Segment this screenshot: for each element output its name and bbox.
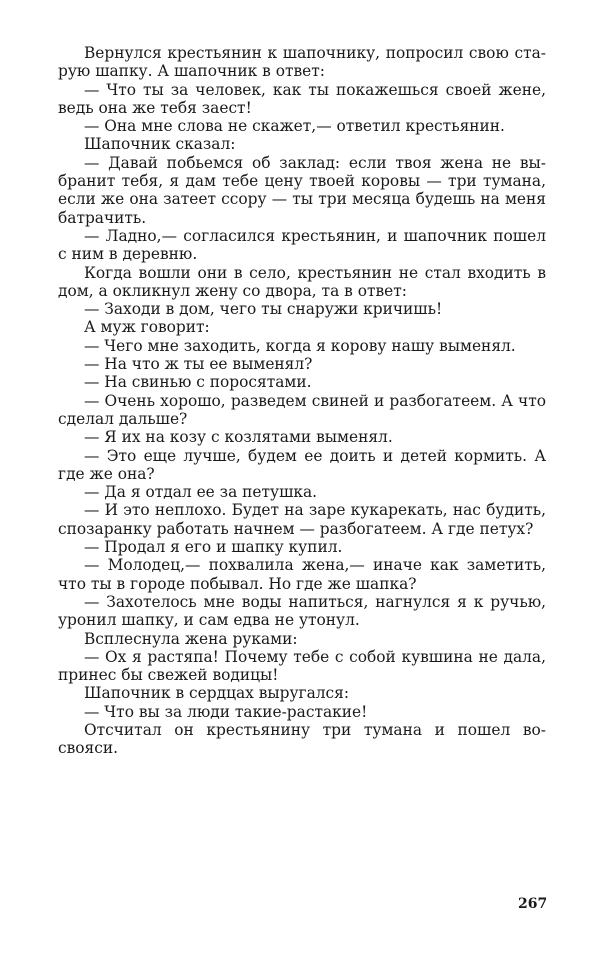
paragraph: — Очень хорошо, разведем свиней и разбогатеем. А что сделал дальше? xyxy=(58,391,546,428)
paragraph: Всплеснула жена руками: xyxy=(84,629,298,648)
paragraph: — Чего мне заходить, когда я корову нашу выменял. xyxy=(84,336,516,355)
paragraph: Шапочник сказал: xyxy=(84,135,236,154)
paragraph: — Молодец,— похвалила жена,— иначе как заметить, что ты в городе побывал. Но где же шапка? xyxy=(58,556,546,593)
paragraph: — На что ж ты ее выменял? xyxy=(84,355,313,374)
paragraph: — Продал я его и шапку купил. xyxy=(84,538,343,557)
paragraph: А муж говорит: xyxy=(84,318,210,337)
paragraph: Отсчитал он крестьянину три тумана и пошел восвояси. xyxy=(58,720,546,758)
paragraph: Когда вошли они в село, крестьянин не стал входить в дом, а окликнул жену со двора, та в ответ: xyxy=(58,263,546,300)
paragraph: — Что вы за люди такие-растакие! xyxy=(84,702,368,721)
paragraph: — Ладно,— согласился крестьянин, и шапочник пошел с ним в деревню. xyxy=(58,226,546,264)
paragraph: Вернулся крестьянин к шапочнику, попросил свою старую шапку. А шапочник в ответ: xyxy=(58,44,546,81)
paragraph: — Заходи в дом, чего ты снаружи кричишь! xyxy=(84,300,443,319)
paragraph: — И это неплохо. Будет на заре кукарекать, нас будить, спозаранку работать начнем — разбогатеем. А где петух? xyxy=(58,501,546,538)
paragraph: — Что ты за человек, как ты покажешься своей жене, ведь она же тебя заест! xyxy=(58,80,546,117)
paragraph: — Я их на козу с козлятами выменял. xyxy=(84,428,393,447)
paragraph: — Она мне слова не скажет,— ответил крестьянин. xyxy=(84,117,505,136)
page-number: 267 xyxy=(518,896,548,912)
paragraph: Шапочник в сердцах выругался: xyxy=(84,684,350,703)
paragraph: — На свинью с поросятами. xyxy=(84,373,312,392)
paragraph: — Захотелось мне воды напиться, нагнулся я к ручью, уронил шапку, и сам едва не утонул. xyxy=(58,592,546,630)
paragraph: — Да я отдал ее за петушка. xyxy=(84,483,318,502)
paragraph: — Это еще лучше, будем ее доить и детей кормить. А где же она? xyxy=(58,446,546,483)
story-text xyxy=(58,44,546,758)
paragraph: — Ох я растяпа! Почему тебе с собой кувшина не дала, принес бы свежей водицы! xyxy=(58,647,546,685)
paragraph: — Давай побьемся об заклад: если твоя жена не выбранит тебя, я дам тебе цену твоей коровы — три тумана, если же она затеет ссору — ты три месяца будешь на меня батрачить. xyxy=(58,153,546,227)
